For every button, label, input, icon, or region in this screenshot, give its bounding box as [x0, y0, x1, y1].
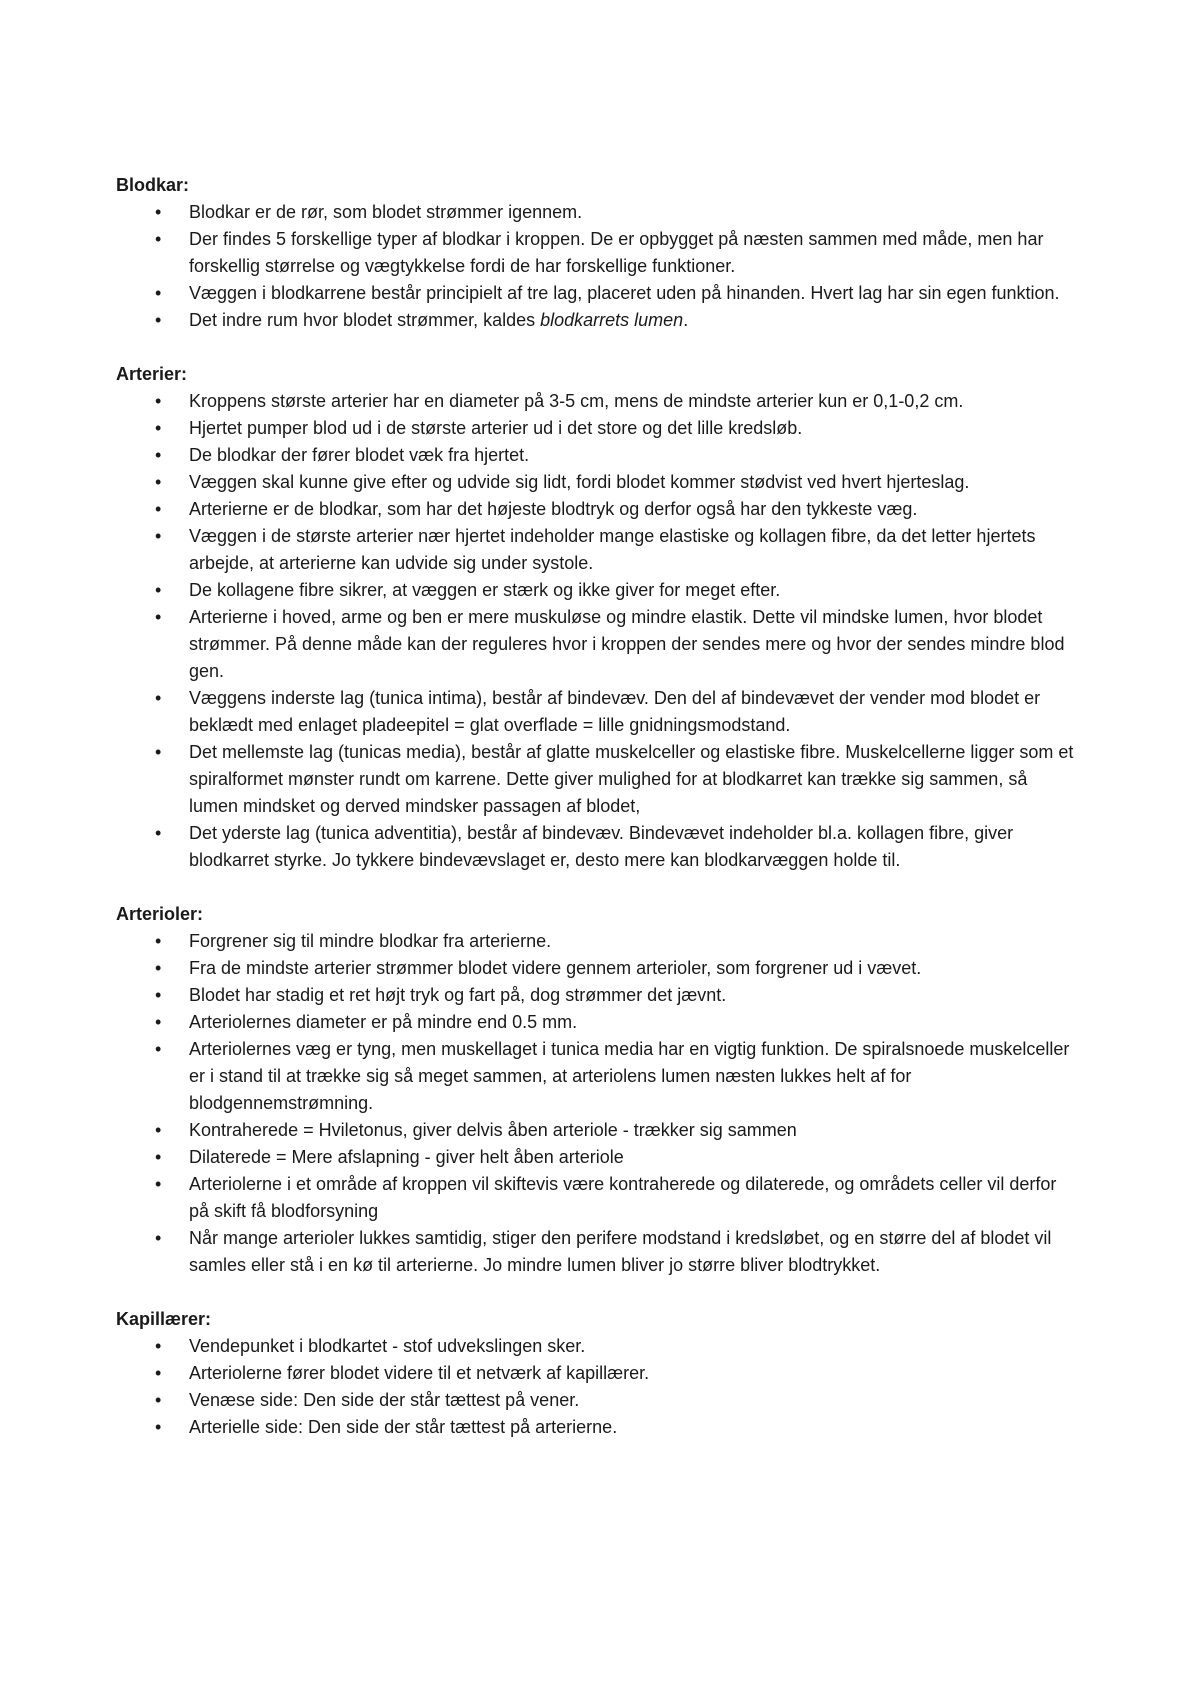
section-heading: Arterioler:: [116, 904, 204, 924]
list-item-text: Arterielle side: Den side der står tættest på arterierne.: [189, 1417, 618, 1437]
bullet-icon: •: [155, 499, 162, 519]
bullet-icon: •: [155, 742, 162, 762]
list-item-text: Arteriolerne i et område af kroppen vil skiftevis være kontraherede og dilaterede, og områdets celler vil derfor på skift få blodforsyning: [189, 1174, 1057, 1221]
list-item: [116, 307, 1076, 334]
bullet-icon: •: [155, 472, 162, 492]
bullet-icon: •: [155, 1363, 162, 1383]
list-item: [116, 388, 1076, 415]
bullet-icon: •: [155, 1228, 162, 1248]
list-item: [116, 1333, 1076, 1360]
list-item: [116, 280, 1076, 307]
bullet-icon: •: [155, 1174, 162, 1194]
list-item: [116, 604, 1076, 685]
section-heading: Arterier:: [116, 364, 188, 384]
bullet-list: [116, 1333, 1076, 1441]
list-item: [116, 739, 1076, 820]
bullet-list: [116, 928, 1076, 1279]
list-item: [116, 1360, 1076, 1387]
section-2: [116, 901, 1076, 1279]
bullet-icon: •: [155, 1417, 162, 1437]
section-1: [116, 361, 1076, 874]
bullet-icon: •: [155, 1147, 162, 1167]
bullet-icon: •: [155, 607, 162, 627]
section-heading: Blodkar:: [116, 175, 190, 195]
document-body: [116, 172, 1076, 1468]
bullet-icon: •: [155, 445, 162, 465]
bullet-icon: •: [155, 202, 162, 222]
list-item-text: Blodet har stadig et ret højt tryk og fart på, dog strømmer det jævnt.: [189, 985, 727, 1005]
bullet-icon: •: [155, 418, 162, 438]
list-item-text: Der findes 5 forskellige typer af blodkar i kroppen. De er opbygget på næsten sammen med måde, men har forskellig størrelse og vægtykkelse fordi de har forskellige funktioner.: [189, 229, 1044, 276]
bullet-icon: •: [155, 1120, 162, 1140]
bullet-icon: •: [155, 391, 162, 411]
list-item: [116, 820, 1076, 874]
list-item-text: Arteriolernes væg er tyng, men muskellaget i tunica media har en vigtig funktion. De spiralsnoede muskelceller er i stand til at trække sig så meget sammen, at arteriolens lumen næsten lukkes helt af for blodgennemstrømning.: [189, 1039, 1070, 1113]
list-item-text: Arteriolernes diameter er på mindre end 0.5 mm.: [189, 1012, 578, 1032]
list-item: [116, 496, 1076, 523]
list-item-text: Det yderste lag (tunica adventitia), består af bindevæv. Bindevævet indeholder bl.a. kollagen fibre, giver blodkarret styrke. Jo tykkere bindevævslaget er, desto mere kan blodkarvæggen holde til.: [189, 823, 1014, 870]
bullet-icon: •: [155, 688, 162, 708]
list-item-text: Arterierne i hoved, arme og ben er mere muskuløse og mindre elastik. Dette vil mindske lumen, hvor blodet strømmer. På denne måde kan der reguleres hvor i kroppen der sendes mere og hvor der sendes mindre blod gen.: [189, 607, 1065, 681]
bullet-list: [116, 199, 1076, 334]
list-item-text: Arterierne er de blodkar, som har det højeste blodtryk og derfor også har den tykkeste væg.: [189, 499, 918, 519]
bullet-icon: •: [155, 1336, 162, 1356]
list-item-text: Hjertet pumper blod ud i de største arterier ud i det store og det lille kredsløb.: [189, 418, 803, 438]
list-item: [116, 577, 1076, 604]
list-item: [116, 1225, 1076, 1279]
bullet-icon: •: [155, 958, 162, 978]
list-item: [116, 1387, 1076, 1414]
bullet-icon: •: [155, 310, 162, 330]
bullet-icon: •: [155, 1039, 162, 1059]
list-item: [116, 685, 1076, 739]
list-item-text: Væggen i de største arterier nær hjertet indeholder mange elastiske og kollagen fibre, da det letter hjertets arbejde, at arterierne kan udvide sig under systole.: [189, 526, 1036, 573]
bullet-icon: •: [155, 823, 162, 843]
bullet-icon: •: [155, 931, 162, 951]
bullet-icon: •: [155, 985, 162, 1005]
emphasized-term: blodkarrets lumen: [540, 310, 684, 330]
list-item-text: Det indre rum hvor blodet strømmer, kaldes: [189, 310, 541, 330]
list-item-text: Dilaterede = Mere afslapning - giver helt åben arteriole: [189, 1147, 624, 1167]
bullet-icon: •: [155, 283, 162, 303]
list-item-text: De kollagene fibre sikrer, at væggen er stærk og ikke giver for meget efter.: [189, 580, 781, 600]
list-item-text: Fra de mindste arterier strømmer blodet videre gennem arterioler, som forgrener ud i vævet.: [189, 958, 922, 978]
bullet-icon: •: [155, 229, 162, 249]
list-item: [116, 1144, 1076, 1171]
list-item-text: Når mange arterioler lukkes samtidig, stiger den perifere modstand i kredsløbet, og en større del af blodet vil samles eller stå i en kø til arterierne. Jo mindre lumen bliver jo større bliver blodtrykket.: [189, 1228, 1052, 1275]
list-item: [116, 523, 1076, 577]
list-item-text: Arteriolerne fører blodet videre til et netværk af kapillærer.: [189, 1363, 650, 1383]
list-item-text: Væggen skal kunne give efter og udvide sig lidt, fordi blodet kommer stødvist ved hvert hjerteslag.: [189, 472, 970, 492]
list-item-text: Væggens inderste lag (tunica intima), består af bindevæv. Den del af bindevævet der vender mod blodet er beklædt med enlaget pladeepitel = glat overflade = lille gnidningsmodstand.: [189, 688, 1041, 735]
list-item: [116, 1414, 1076, 1441]
list-item: [116, 469, 1076, 496]
list-item-text: Forgrener sig til mindre blodkar fra arterierne.: [189, 931, 552, 951]
list-item-text: Venæse side: Den side der står tættest på vener.: [189, 1390, 580, 1410]
list-item: [116, 1036, 1076, 1117]
section-heading: Kapillærer:: [116, 1309, 212, 1329]
list-item-text: Blodkar er de rør, som blodet strømmer igennem.: [189, 202, 583, 222]
list-item: [116, 415, 1076, 442]
list-item: [116, 1009, 1076, 1036]
bullet-icon: •: [155, 1012, 162, 1032]
list-item-text: Det mellemste lag (tunicas media), består af glatte muskelceller og elastiske fibre. Muskelcellerne ligger som et spiralformet mønster rundt om karrene. Dette giver mulighed for at blodkarret kan trække sig sammen, så lumen mindsket og derved mindsker passagen af blodet,: [189, 742, 1074, 816]
list-item: [116, 1171, 1076, 1225]
list-item-text: Vendepunket i blodkartet - stof udvekslingen sker.: [189, 1336, 586, 1356]
list-item: [116, 442, 1076, 469]
list-item: [116, 928, 1076, 955]
section-0: [116, 172, 1076, 334]
bullet-icon: •: [155, 1390, 162, 1410]
list-item: [116, 955, 1076, 982]
section-3: [116, 1306, 1076, 1441]
bullet-icon: •: [155, 580, 162, 600]
list-item-text: Kontraherede = Hviletonus, giver delvis åben arteriole - trækker sig sammen: [189, 1120, 797, 1140]
list-item-text: Væggen i blodkarrene består principielt af tre lag, placeret uden på hinanden. Hvert lag har sin egen funktion.: [189, 283, 1060, 303]
list-item-trailing-text: .: [683, 310, 689, 330]
bullet-icon: •: [155, 526, 162, 546]
bullet-list: [116, 388, 1076, 874]
list-item: [116, 982, 1076, 1009]
list-item-text: Kroppens største arterier har en diameter på 3-5 cm, mens de mindste arterier kun er 0,1-0,2 cm.: [189, 391, 964, 411]
list-item: [116, 199, 1076, 226]
list-item: [116, 1117, 1076, 1144]
list-item: [116, 226, 1076, 280]
list-item-text: De blodkar der fører blodet væk fra hjertet.: [189, 445, 530, 465]
